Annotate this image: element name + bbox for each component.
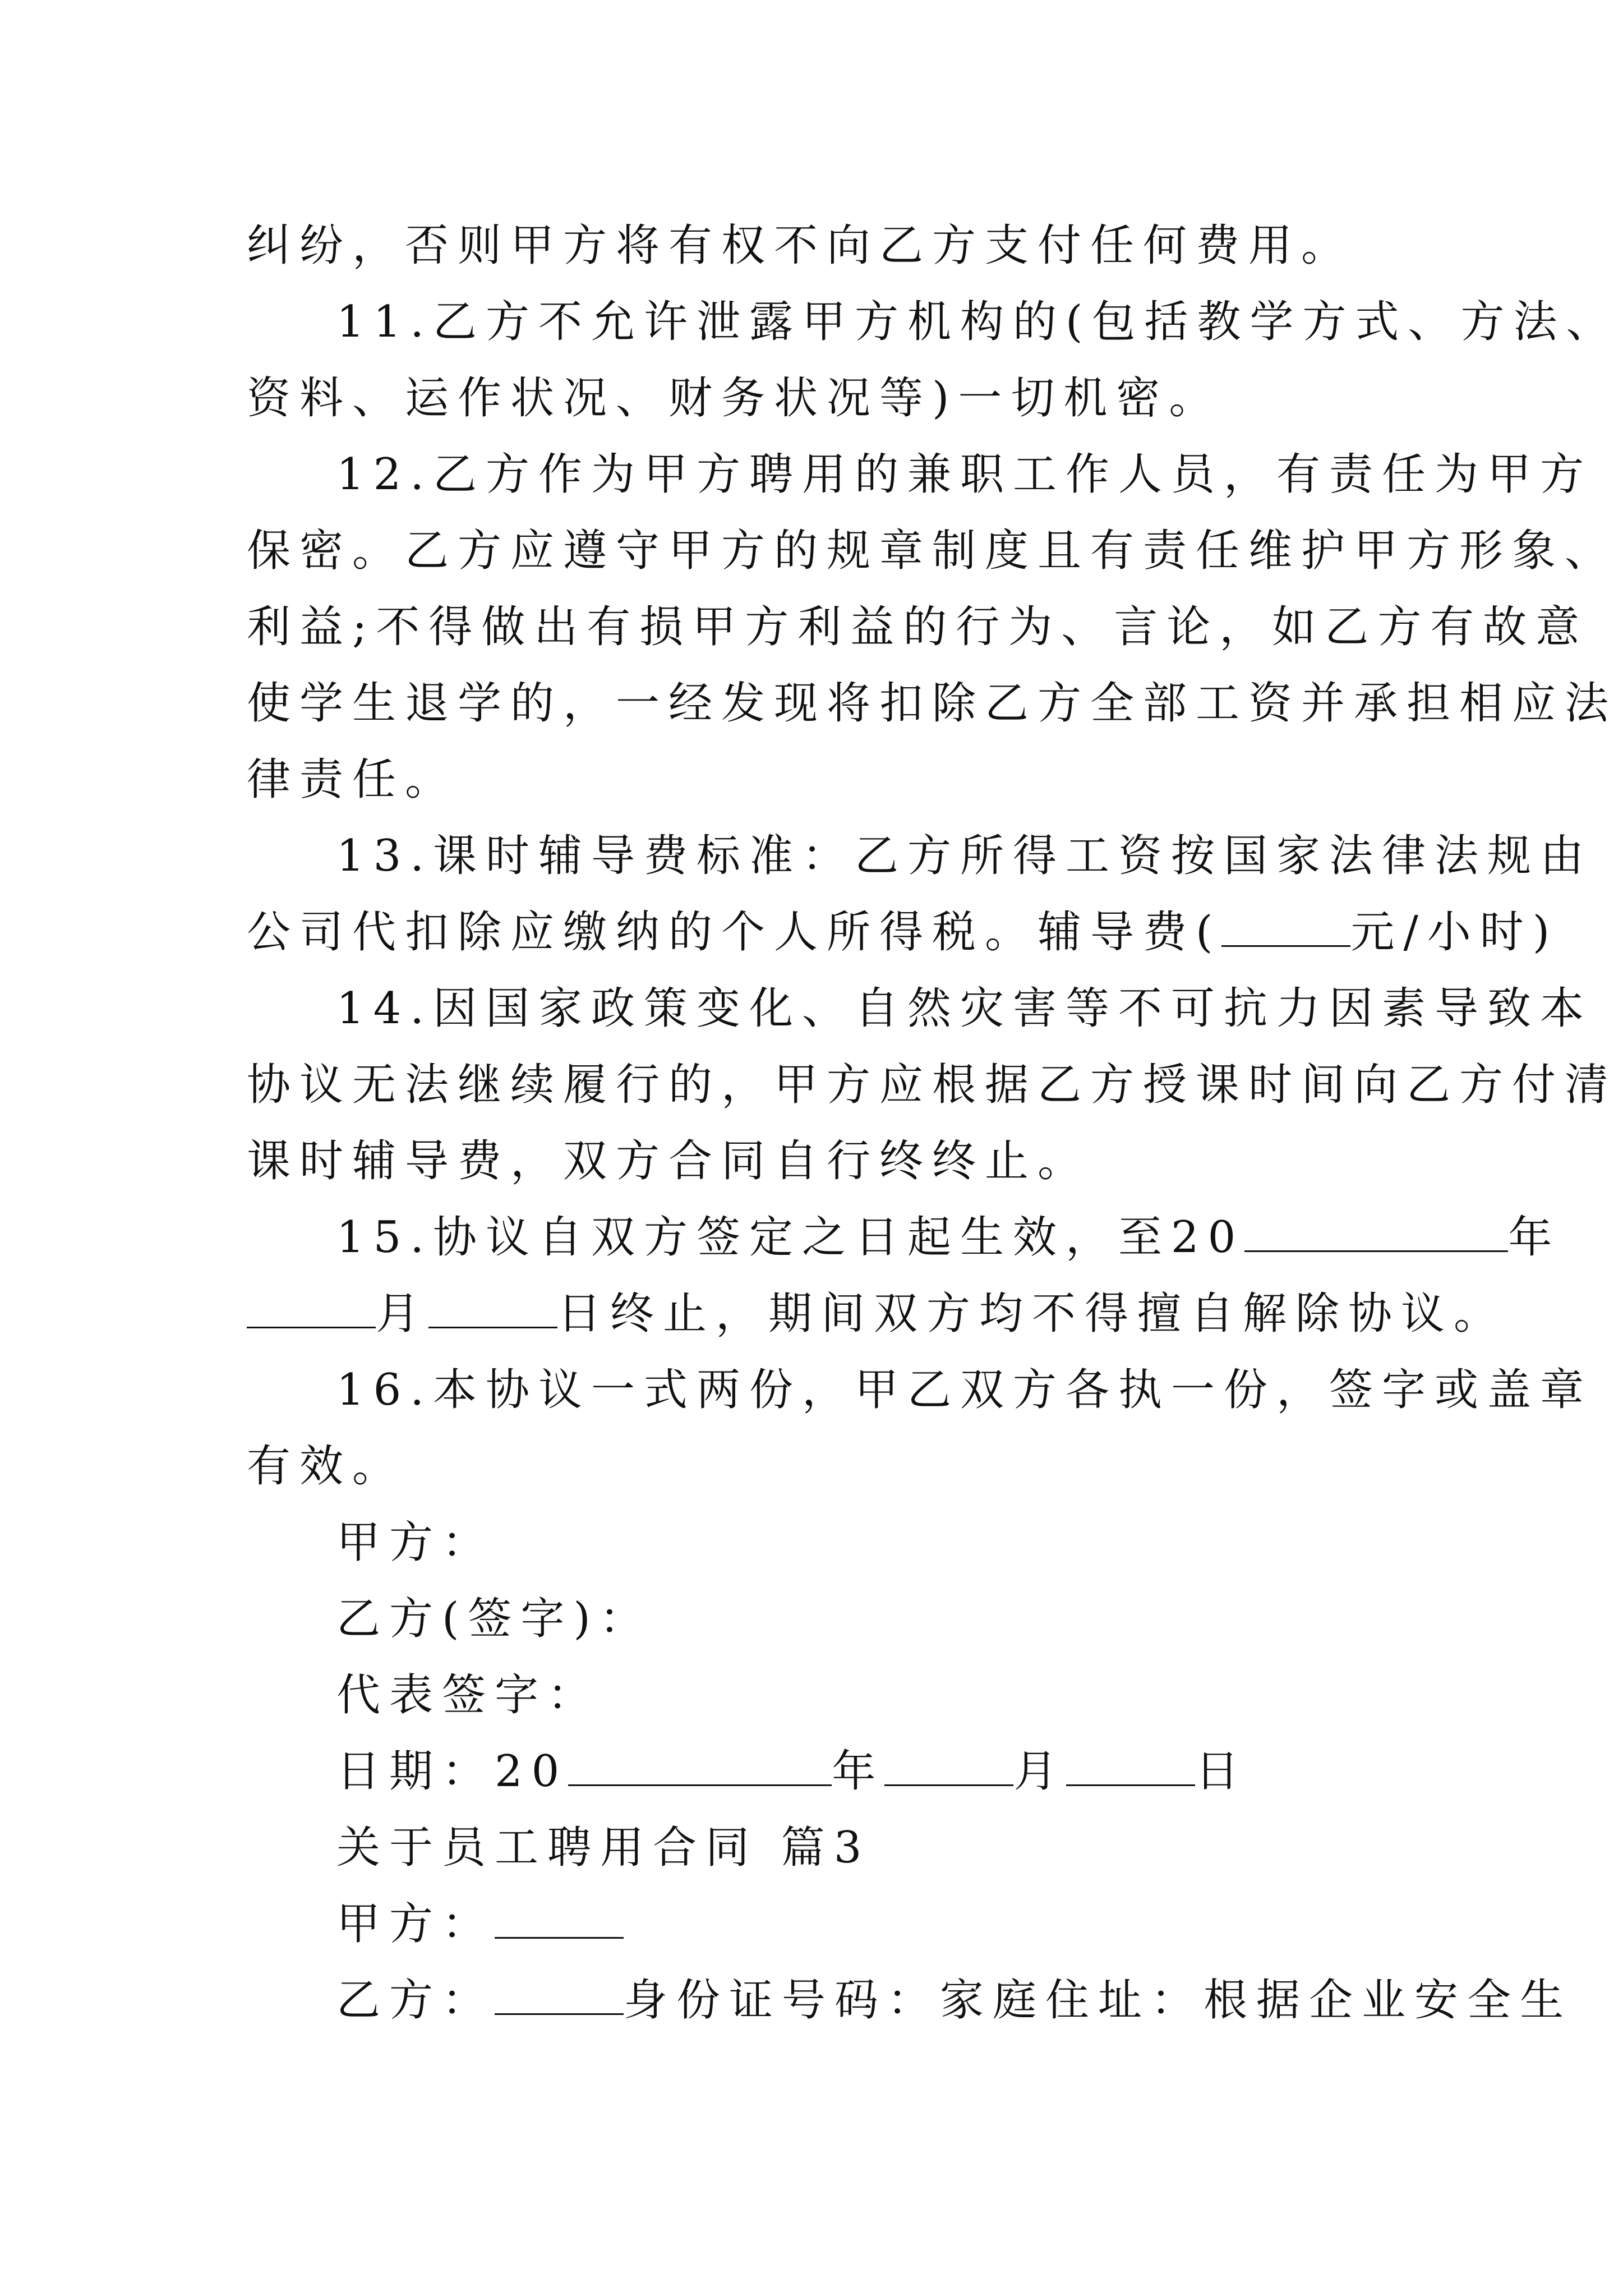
month-blank: [884, 1738, 1013, 1786]
clause-12: [247, 436, 1593, 513]
text-span: 纠纷，否则甲方将有权不向乙方支付任何费用。: [247, 220, 1354, 271]
text-span: 12.乙方作为甲方聘用的兼职工作人员，有责任为甲方: [336, 449, 1593, 500]
party-a-signature: [247, 1504, 1391, 1581]
text-line: [247, 208, 1391, 284]
text-span: 年: [1508, 1212, 1561, 1263]
text-line: [247, 1047, 1618, 1123]
document-page: [247, 208, 1619, 2039]
text-span: 课时辅导费，双方合同自行终终止。: [247, 1136, 1091, 1186]
text-line: [247, 665, 1618, 742]
text-line: [247, 1276, 1507, 1352]
clause-11: [247, 284, 1619, 360]
text-span: 日: [1195, 1746, 1248, 1797]
party-b-blank: [495, 1967, 624, 2015]
text-span: 14.因国家政策变化、自然灾害等不可抗力因素导致本: [336, 983, 1593, 1034]
signing-date: [247, 1733, 1391, 1810]
party-b-line: [247, 1962, 1573, 2039]
year-blank: [568, 1738, 832, 1786]
text-span: 公司代扣除应缴纳的个人所得税。辅导费(: [247, 907, 1222, 958]
fee-blank: [1221, 899, 1350, 947]
party-b-signature: [247, 1581, 1391, 1657]
clause-16: [247, 1352, 1593, 1428]
party-a-blank: [495, 1891, 624, 1939]
text-span: 月: [376, 1289, 429, 1339]
text-span: 协议无法继续履行的，甲方应根据乙方授课时间向乙方付清: [247, 1060, 1618, 1110]
text-line: [247, 1123, 1391, 1199]
party-a-line: [247, 1886, 1391, 1962]
text-line: [247, 1428, 1391, 1504]
text-span: 甲方：: [336, 1899, 495, 1949]
text-span: 年: [832, 1746, 885, 1797]
text-span: 有效。: [247, 1441, 405, 1492]
text-span: 日终止，期间双方均不得擅自解除协议。: [557, 1289, 1507, 1339]
text-span: 乙方：: [336, 1975, 495, 2026]
text-span: 身份证号码：家庭住址：根据企业安全生: [624, 1975, 1573, 2026]
text-span: 资料、运作状况、财务状况等)一切机密。: [247, 373, 1222, 424]
text-span: 保密。乙方应遵守甲方的规章制度且有责任维护甲方形象、: [247, 526, 1618, 576]
year-blank: [1244, 1204, 1508, 1252]
clause-15: [247, 1199, 1561, 1276]
text-span: 元/小时): [1350, 907, 1559, 958]
text-span: 代表签字：: [336, 1670, 601, 1720]
text-line: [247, 360, 1391, 436]
text-span: 使学生退学的，一经发现将扣除乙方全部工资并承担相应法: [247, 678, 1618, 729]
text-span: 利益;不得做出有损甲方利益的行为、言论，如乙方有故意: [247, 602, 1589, 652]
day-blank: [428, 1281, 557, 1328]
section-title: [247, 1810, 1391, 1886]
text-span: 11.乙方不允许泄露甲方机构的(包括教学方式、方法、: [336, 297, 1619, 347]
text-span: 律责任。: [247, 754, 458, 805]
month-blank: [247, 1281, 376, 1328]
representative-signature: [247, 1657, 1391, 1733]
text-line: [247, 742, 1391, 818]
text-span: 16.本协议一式两份，甲乙双方各执一份，签字或盖章: [336, 1365, 1593, 1415]
text-span: 乙方(签字)：: [336, 1594, 652, 1644]
text-line: [247, 513, 1618, 589]
text-line: [247, 894, 1559, 970]
text-span: 月: [1013, 1746, 1067, 1797]
text-span: 15.协议自双方签定之日起生效，至20: [336, 1212, 1245, 1263]
text-span: 13.课时辅导费标准：乙方所得工资按国家法律法规由: [336, 831, 1593, 881]
clause-13: [247, 818, 1593, 894]
text-line: [247, 589, 1589, 665]
text-span: 甲方：: [336, 1517, 495, 1568]
clause-14: [247, 970, 1593, 1047]
text-span: 关于员工聘用合同 篇3: [336, 1823, 871, 1873]
text-span: 日期：20: [336, 1746, 569, 1797]
day-blank: [1066, 1738, 1195, 1786]
